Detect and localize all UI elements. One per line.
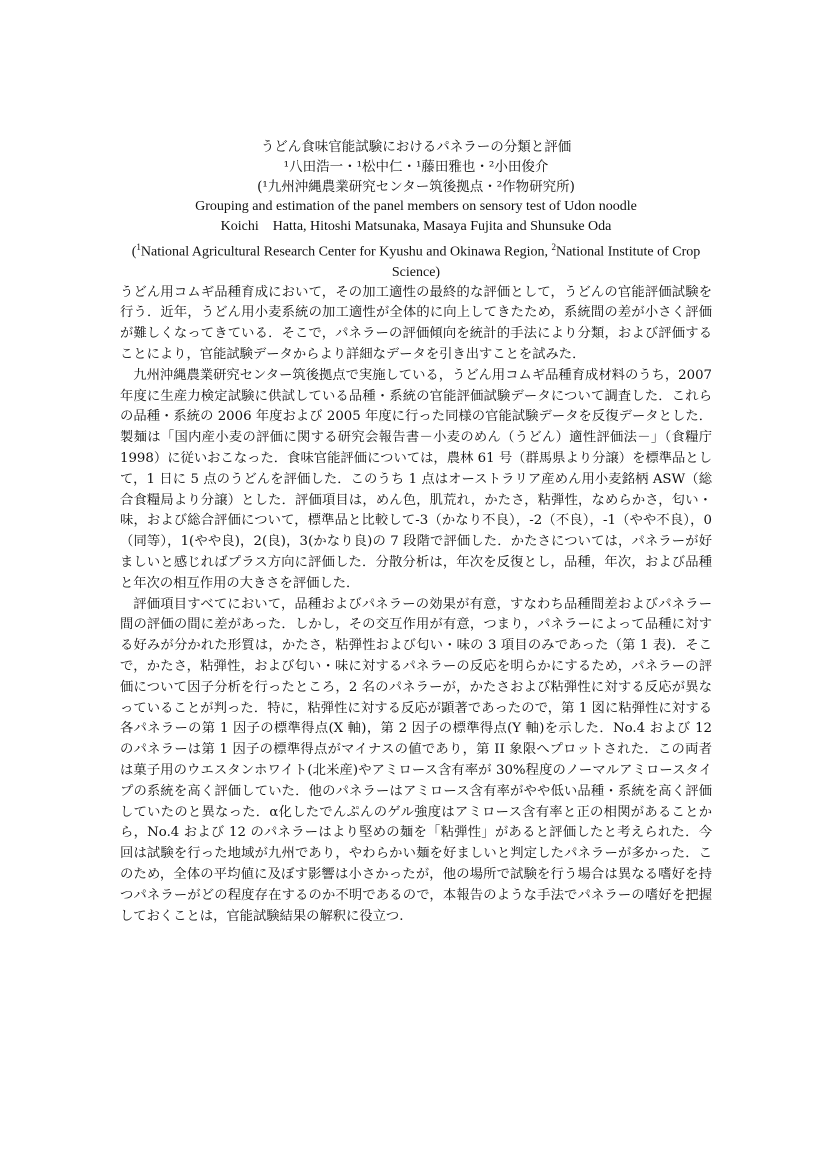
affiliation-english: [120, 237, 712, 283]
title-block: [120, 137, 712, 283]
affiliation-english-open: (: [131, 244, 137, 260]
affiliation-english-part1: National Agricultural Research Center for Kyushu and Okinawa Region,: [140, 244, 552, 260]
paragraph-2: 九州沖縄農業研究センター筑後拠点で実施している，うどん用コムギ品種育成材料のうち，2007年度に生産力検定試験に供試している品種・系統の官能評価試験データについて調査した．これらの品種・系統の 2006 年度および 2005 年度に行った同様の官能試験データを反復データとした．製麺は「国内産小麦の評価に関する研究会報告書－小麦のめん（うどん）適性評価法－」（食糧庁 1998）に従いおこなった．食味官能評価については，農林 61 号（群馬県より分譲）を標準品として，1 日に 5 点のうどんを評価した．このうち 1 点はオーストラリア産めん用小麦銘柄 ASW（総合食糧局より分譲）とした．評価項目は，めん色，肌荒れ，かたさ，粘弾性，なめらかさ，匂い・味，および総合評価について，標準品と比較して-3（かなり不良），-2（不良），-1（やや不良），0（同等），1(やや良)，2(良)，3(かなり良)の 7 段階で評価した．かたさについては，パネラーが好ましいと感じればプラス方向に評価した．分散分析は，年次を反復とし，品種，年次，および品種と年次の相互作用の大きさを評価した．: [120, 367, 726, 591]
body-text: [120, 283, 726, 928]
title-english: Grouping and estimation of the panel members on sensory test of Udon noodle: [195, 199, 637, 214]
affiliation-english-sup2: 2: [551, 242, 556, 252]
affiliation-english-sup1: 1: [136, 242, 141, 252]
paragraph-3: 評価項目すべてにおいて，品種およびパネラーの効果が有意，すなわち品種間差およびパネラー間の評価の間に差があった．しかし，その交互作用が有意，つまり，パネラーによって品種に対する好みが分かれた形質は，かたさ，粘弾性および匂い・味の 3 項目のみであった（第 1 表)．そこで，かたさ，粘弾性，および匂い・味に対するパネラーの反応を明らかにするため，パネラーの評価について因子分析を行ったところ，2 名のパネラーが，かたさおよび粘弾性に対する反応が異なっていることが判った．特に，粘弾性に対する反応が顕著であったので，第 1 図に粘弾性に対する各パネラーの第 1 因子の標準得点(X 軸)，第 2 因子の標準得点(Y 軸)を示した．No.4 および 12 のパネラーは第 1 因子の標準得点がマイナスの値であり，第 II 象限へプロットされた．この両者は菓子用のウエスタンホワイト(北米産)やアミロース含有率が 30%程度のノーマルアミロースタイプの系統を高く評価していた．他のパネラーはアミロース含有率がやや低い品種・系統を高く評価していたのと異なった．α化したでんぷんのゲル強度はアミロース含有率と正の相関があることから，No.4 および 12 のパネラーはより堅めの麺を「粘弾性」があると評価したと考えられた．今回は試験を行った地域が九州であり，やわらかい麺を好ましいと判定したパネラーが多かった．このため，全体の平均値に及ぼす影響は小さかったが，他の場所で試験を行う場合は異なる嗜好を持つパネラーがどの程度存在するのか不明であるので，本報告のような手法でパネラーの嗜好を把握しておくことは，官能試験結果の解釈に役立つ.: [120, 596, 712, 924]
authors-english: Koichi Hatta, Hitoshi Matsunaka, Masaya Fujita and Shunsuke Oda: [220, 219, 612, 234]
paragraph-1: うどん用コムギ品種育成において，その加工適性の最終的な評価として，うどんの官能評価試験を行う．近年，うどん用小麦系統の加工適性が全体的に向上してきたため，系統間の差が小さく評価が難しくなってきている．そこで，パネラーの評価傾向を統計的手法により分類，および評価することにより，官能試験データからより詳細なデータを引き出すことを試みた．: [120, 284, 712, 363]
paper-page: [120, 137, 726, 927]
affiliation-english-part2: National Institute of Crop Science): [391, 244, 701, 280]
affiliation-japanese: (¹九州沖縄農業研究センター筑後拠点・²作物研究所): [257, 179, 575, 195]
title-japanese: うどん食味官能試験におけるパネラーの分類と評価: [260, 139, 572, 155]
authors-japanese: ¹八田浩一・¹松中仁・¹藤田雅也・²小田俊介: [283, 159, 549, 175]
